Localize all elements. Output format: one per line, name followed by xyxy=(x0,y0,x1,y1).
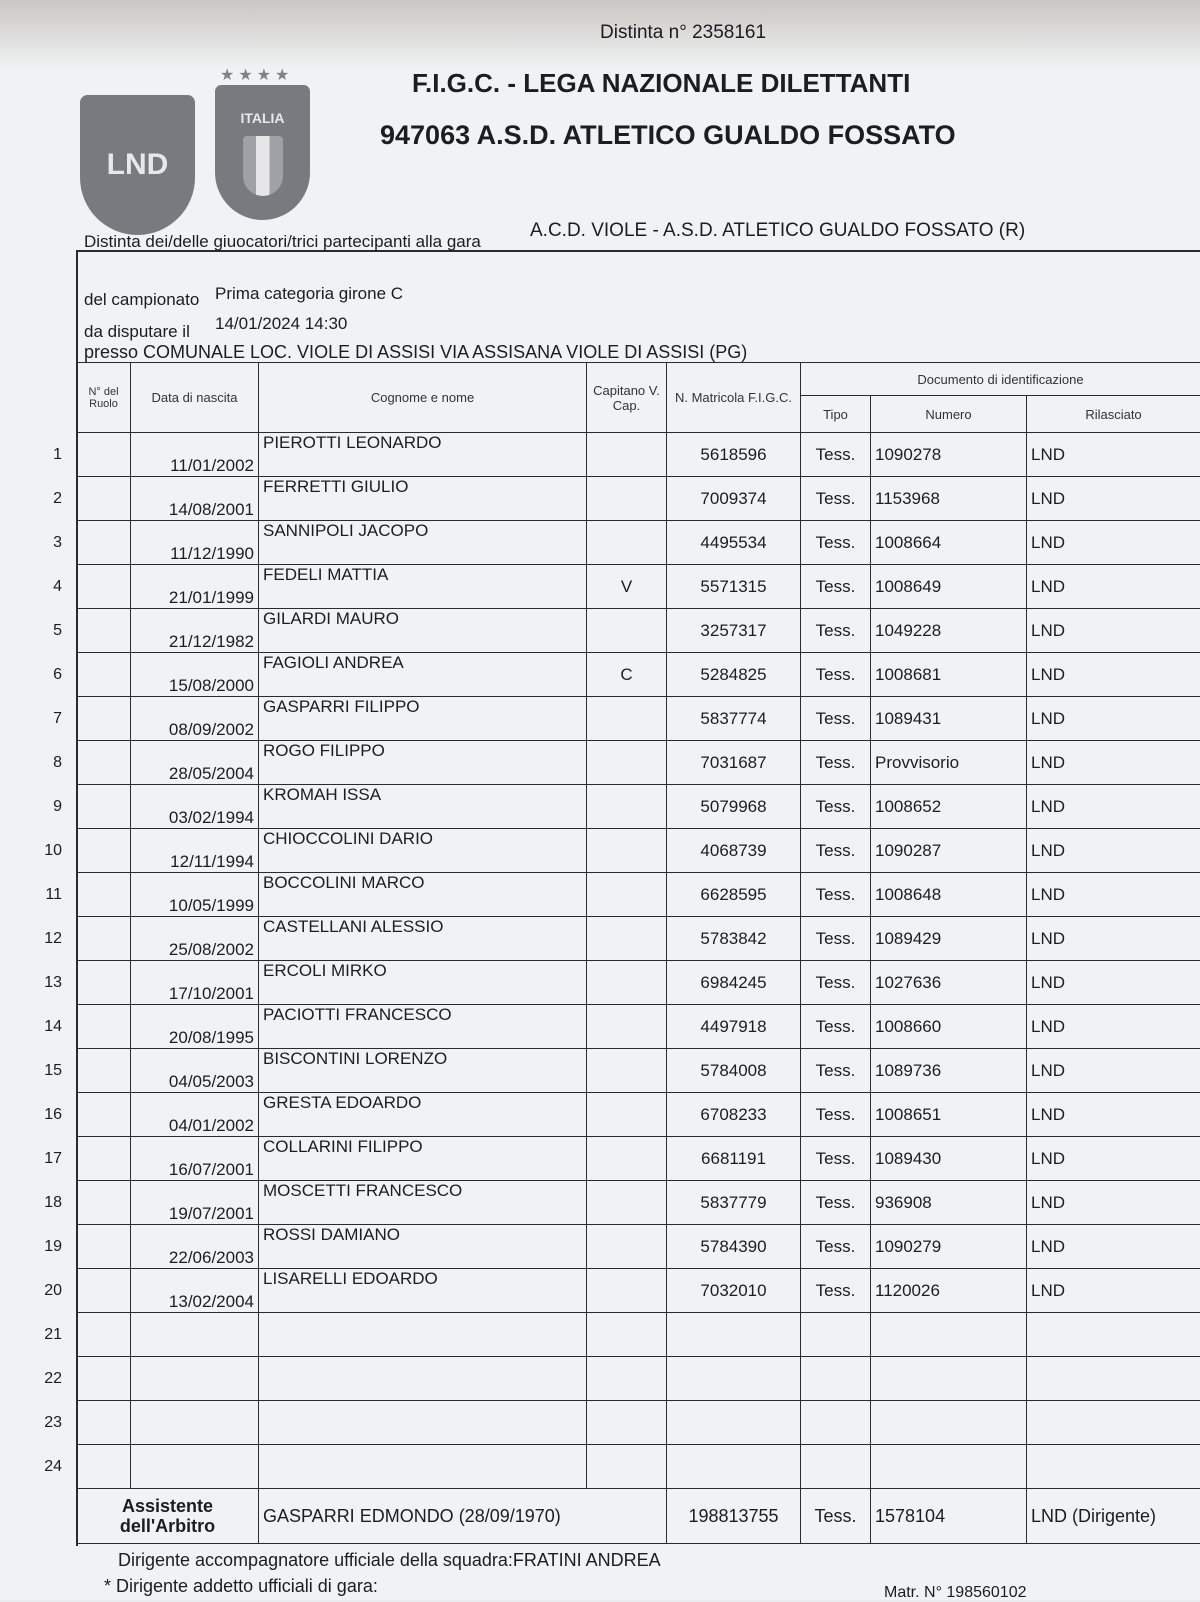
doc-issuer: LND xyxy=(1027,1181,1200,1225)
ruolo-cell xyxy=(77,1225,131,1269)
doc-type: Tess. xyxy=(801,477,871,521)
player-name: ROSSI DAMIANO xyxy=(259,1225,587,1269)
doc-type xyxy=(801,1313,871,1357)
venue: presso COMUNALE LOC. VIOLE DI ASSISI VIA ASSISANA VIOLE DI ASSISI (PG) xyxy=(84,342,747,363)
birth-date: 20/08/1995 xyxy=(131,1005,259,1049)
table-row xyxy=(77,565,1200,609)
doc-type: Tess. xyxy=(801,785,871,829)
captain-mark: C xyxy=(587,653,667,697)
italia-logo-text: ITALIA xyxy=(240,110,284,126)
doc-number xyxy=(871,1401,1027,1445)
row-number: 19 xyxy=(0,1238,62,1256)
matricola: 3257317 xyxy=(667,609,801,653)
row-number: 21 xyxy=(0,1326,62,1344)
captain-mark xyxy=(587,741,667,785)
doc-number: 1090278 xyxy=(871,433,1027,477)
doc-issuer: LND xyxy=(1027,653,1200,697)
captain-mark xyxy=(587,829,667,873)
doc-number: 1008649 xyxy=(871,565,1027,609)
col-tipo: Tipo xyxy=(801,396,871,433)
player-name: FERRETTI GIULIO xyxy=(259,477,587,521)
table-row xyxy=(77,1049,1200,1093)
row-number: 9 xyxy=(0,798,62,816)
player-name: BISCONTINI LORENZO xyxy=(259,1049,587,1093)
row-number: 13 xyxy=(0,974,62,992)
ruolo-cell xyxy=(77,1357,131,1401)
ruolo-cell xyxy=(77,521,131,565)
doc-number: 1008664 xyxy=(871,521,1027,565)
birth-date: 11/01/2002 xyxy=(131,433,259,477)
match-name: A.C.D. VIOLE - A.S.D. ATLETICO GUALDO FOSSATO (R) xyxy=(530,220,1025,242)
doc-type: Tess. xyxy=(801,1269,871,1313)
dirigente-addetto: * Dirigente addetto ufficiali di gara: xyxy=(104,1576,378,1597)
col-numero: Numero xyxy=(871,396,1027,433)
doc-number: 936908 xyxy=(871,1181,1027,1225)
row-number: 22 xyxy=(0,1370,62,1388)
row-number: 4 xyxy=(0,578,62,596)
doc-issuer: LND xyxy=(1027,1005,1200,1049)
row-number: 14 xyxy=(0,1018,62,1036)
player-name: GASPARRI FILIPPO xyxy=(259,697,587,741)
captain-mark xyxy=(587,477,667,521)
table-row xyxy=(77,961,1200,1005)
ruolo-cell xyxy=(77,565,131,609)
date-value: 14/01/2024 14:30 xyxy=(215,314,347,334)
captain-mark xyxy=(587,521,667,565)
row-number: 20 xyxy=(0,1282,62,1300)
doc-number: 1027636 xyxy=(871,961,1027,1005)
birth-date xyxy=(131,1313,259,1357)
doc-issuer: LND xyxy=(1027,697,1200,741)
doc-type: Tess. xyxy=(801,697,871,741)
captain-mark xyxy=(587,609,667,653)
doc-type xyxy=(801,1401,871,1445)
matricola xyxy=(667,1313,801,1357)
ruolo-cell xyxy=(77,697,131,741)
dirigente-accompagnatore: Dirigente accompagnatore ufficiale della squadra:FRATINI ANDREA xyxy=(118,1550,661,1571)
ruolo-cell xyxy=(77,785,131,829)
doc-type: Tess. xyxy=(801,917,871,961)
table-row xyxy=(77,609,1200,653)
row-number: 15 xyxy=(0,1062,62,1080)
table-row xyxy=(77,873,1200,917)
captain-mark xyxy=(587,961,667,1005)
captain-mark xyxy=(587,1401,667,1445)
doc-number: 1008681 xyxy=(871,653,1027,697)
birth-date xyxy=(131,1357,259,1401)
ruolo-cell xyxy=(77,609,131,653)
ruolo-cell xyxy=(77,1181,131,1225)
tricolor-icon xyxy=(243,136,283,196)
stars-icon: ★★★★ xyxy=(220,65,293,85)
birth-date: 03/02/1994 xyxy=(131,785,259,829)
doc-number: 1120026 xyxy=(871,1269,1027,1313)
team-title: 947063 A.S.D. ATLETICO GUALDO FOSSATO xyxy=(380,120,956,151)
matricola: 7009374 xyxy=(667,477,801,521)
captain-mark xyxy=(587,1357,667,1401)
captain-mark xyxy=(587,1225,667,1269)
doc-number: 1008651 xyxy=(871,1093,1027,1137)
birth-date: 13/02/2004 xyxy=(131,1269,259,1313)
matricola: 5618596 xyxy=(667,433,801,477)
row-number: 2 xyxy=(0,490,62,508)
ruolo-cell xyxy=(77,917,131,961)
doc-issuer: LND xyxy=(1027,1225,1200,1269)
doc-number: 1153968 xyxy=(871,477,1027,521)
doc-type: Tess. xyxy=(801,961,871,1005)
campionato-value: Prima categoria girone C xyxy=(215,284,403,304)
player-name: ROGO FILIPPO xyxy=(259,741,587,785)
lnd-logo xyxy=(80,95,195,235)
row-number: 11 xyxy=(0,886,62,904)
row-number: 10 xyxy=(0,842,62,860)
doc-number: 1008648 xyxy=(871,873,1027,917)
player-name: CHIOCCOLINI DARIO xyxy=(259,829,587,873)
captain-mark xyxy=(587,1137,667,1181)
doc-issuer: LND xyxy=(1027,829,1200,873)
table-row xyxy=(77,653,1200,697)
lega-title: F.I.G.C. - LEGA NAZIONALE DILETTANTI xyxy=(412,68,910,99)
doc-number: 1090287 xyxy=(871,829,1027,873)
table-row xyxy=(77,1401,1200,1445)
doc-type: Tess. xyxy=(801,829,871,873)
matricola: 6708233 xyxy=(667,1093,801,1137)
birth-date: 21/12/1982 xyxy=(131,609,259,653)
col-documento: Documento di identificazione xyxy=(801,363,1200,396)
captain-mark xyxy=(587,1093,667,1137)
date-label: da disputare il xyxy=(84,322,190,342)
row-number: 12 xyxy=(0,930,62,948)
doc-issuer: LND xyxy=(1027,1137,1200,1181)
table-row xyxy=(77,477,1200,521)
doc-issuer xyxy=(1027,1445,1200,1489)
matricola: 5284825 xyxy=(667,653,801,697)
doc-issuer: LND xyxy=(1027,1269,1200,1313)
doc-type: Tess. xyxy=(801,609,871,653)
player-name: ERCOLI MIRKO xyxy=(259,961,587,1005)
col-matricola: N. Matricola F.I.G.C. xyxy=(667,363,801,433)
ruolo-cell xyxy=(77,1093,131,1137)
footer-matricola: Matr. N° 198560102 xyxy=(884,1584,1027,1602)
table-row xyxy=(77,1005,1200,1049)
doc-number: 1089430 xyxy=(871,1137,1027,1181)
captain-mark xyxy=(587,697,667,741)
matricola xyxy=(667,1357,801,1401)
col-nascita: Data di nascita xyxy=(131,363,259,433)
doc-type: Tess. xyxy=(801,741,871,785)
doc-number xyxy=(871,1313,1027,1357)
assistente-name: GASPARRI EDMONDO (28/09/1970) xyxy=(259,1489,667,1544)
table-row xyxy=(77,1137,1200,1181)
birth-date: 04/05/2003 xyxy=(131,1049,259,1093)
player-name: LISARELLI EDOARDO xyxy=(259,1269,587,1313)
birth-date xyxy=(131,1445,259,1489)
ruolo-cell xyxy=(77,477,131,521)
captain-mark xyxy=(587,1049,667,1093)
gara-label: Distinta dei/delle giuocatori/trici partecipanti alla gara xyxy=(84,232,481,252)
player-name xyxy=(259,1313,587,1357)
matricola: 5784008 xyxy=(667,1049,801,1093)
matricola: 5784390 xyxy=(667,1225,801,1269)
doc-number: 1008660 xyxy=(871,1005,1027,1049)
player-name: FEDELI MATTIA xyxy=(259,565,587,609)
player-name: BOCCOLINI MARCO xyxy=(259,873,587,917)
player-name: PACIOTTI FRANCESCO xyxy=(259,1005,587,1049)
matricola: 5837779 xyxy=(667,1181,801,1225)
doc-issuer: LND xyxy=(1027,741,1200,785)
doc-type: Tess. xyxy=(801,1093,871,1137)
matricola: 4068739 xyxy=(667,829,801,873)
matricola: 5571315 xyxy=(667,565,801,609)
birth-date: 04/01/2002 xyxy=(131,1093,259,1137)
row-number: 8 xyxy=(0,754,62,772)
table-row xyxy=(77,1357,1200,1401)
assistente-matricola: 198813755 xyxy=(667,1489,801,1544)
birth-date: 11/12/1990 xyxy=(131,521,259,565)
table-row xyxy=(77,433,1200,477)
player-name: SANNIPOLI JACOPO xyxy=(259,521,587,565)
birth-date: 14/08/2001 xyxy=(131,477,259,521)
player-name: PIEROTTI LEONARDO xyxy=(259,433,587,477)
doc-number: 1008652 xyxy=(871,785,1027,829)
birth-date xyxy=(131,1401,259,1445)
doc-type: Tess. xyxy=(801,521,871,565)
ruolo-cell xyxy=(77,829,131,873)
captain-mark xyxy=(587,1269,667,1313)
birth-date: 25/08/2002 xyxy=(131,917,259,961)
row-number: 16 xyxy=(0,1106,62,1124)
matricola: 5079968 xyxy=(667,785,801,829)
table-row xyxy=(77,1445,1200,1489)
ruolo-cell xyxy=(77,1049,131,1093)
doc-number: 1089431 xyxy=(871,697,1027,741)
matricola: 6984245 xyxy=(667,961,801,1005)
distinta-number: Distinta n° 2358161 xyxy=(600,22,766,44)
col-nome: Cognome e nome xyxy=(259,363,587,433)
ruolo-cell xyxy=(77,1269,131,1313)
ruolo-cell xyxy=(77,1445,131,1489)
doc-issuer: LND xyxy=(1027,477,1200,521)
player-name xyxy=(259,1445,587,1489)
doc-type: Tess. xyxy=(801,873,871,917)
captain-mark xyxy=(587,917,667,961)
assistente-ruolo: (Dirigente) xyxy=(1072,1506,1156,1526)
doc-number xyxy=(871,1445,1027,1489)
doc-type xyxy=(801,1445,871,1489)
player-name: KROMAH ISSA xyxy=(259,785,587,829)
birth-date: 22/06/2003 xyxy=(131,1225,259,1269)
campionato-label: del campionato xyxy=(84,290,199,310)
row-number: 18 xyxy=(0,1194,62,1212)
ruolo-cell xyxy=(77,1137,131,1181)
table-row xyxy=(77,521,1200,565)
figc-italia-logo xyxy=(215,85,310,220)
doc-type xyxy=(801,1357,871,1401)
doc-issuer: LND xyxy=(1027,1093,1200,1137)
table-row xyxy=(77,1269,1200,1313)
birth-date: 08/09/2002 xyxy=(131,697,259,741)
player-name: GILARDI MAURO xyxy=(259,609,587,653)
matricola: 7031687 xyxy=(667,741,801,785)
col-rilasciato: Rilasciato xyxy=(1027,396,1200,433)
table-row xyxy=(77,697,1200,741)
table-row xyxy=(77,829,1200,873)
row-number: 17 xyxy=(0,1150,62,1168)
matricola: 6681191 xyxy=(667,1137,801,1181)
doc-type: Tess. xyxy=(801,565,871,609)
table-row xyxy=(77,1093,1200,1137)
birth-date: 15/08/2000 xyxy=(131,653,259,697)
doc-type: Tess. xyxy=(801,1225,871,1269)
doc-issuer: LND xyxy=(1027,917,1200,961)
matricola: 5837774 xyxy=(667,697,801,741)
birth-date: 19/07/2001 xyxy=(131,1181,259,1225)
table-row xyxy=(77,741,1200,785)
doc-number: 1049228 xyxy=(871,609,1027,653)
doc-number: 1090279 xyxy=(871,1225,1027,1269)
players-table-body xyxy=(77,433,1200,1489)
table-row xyxy=(77,917,1200,961)
doc-issuer: LND xyxy=(1027,433,1200,477)
birth-date: 17/10/2001 xyxy=(131,961,259,1005)
doc-issuer: LND xyxy=(1027,521,1200,565)
ruolo-cell xyxy=(77,1313,131,1357)
doc-issuer: LND xyxy=(1027,785,1200,829)
table-row xyxy=(77,1313,1200,1357)
player-name xyxy=(259,1401,587,1445)
doc-issuer xyxy=(1027,1401,1200,1445)
captain-mark xyxy=(587,1005,667,1049)
ruolo-cell xyxy=(77,1401,131,1445)
matricola: 5783842 xyxy=(667,917,801,961)
assistente-row xyxy=(77,1489,1200,1544)
doc-number xyxy=(871,1357,1027,1401)
doc-type: Tess. xyxy=(801,1137,871,1181)
doc-issuer xyxy=(1027,1313,1200,1357)
captain-mark xyxy=(587,873,667,917)
matricola: 6628595 xyxy=(667,873,801,917)
row-number: 5 xyxy=(0,622,62,640)
ruolo-cell xyxy=(77,1005,131,1049)
ruolo-cell xyxy=(77,873,131,917)
captain-mark xyxy=(587,1445,667,1489)
captain-mark: V xyxy=(587,565,667,609)
player-name: FAGIOLI ANDREA xyxy=(259,653,587,697)
doc-number: 1089429 xyxy=(871,917,1027,961)
table-row xyxy=(77,785,1200,829)
row-number: 24 xyxy=(0,1458,62,1476)
row-number: 3 xyxy=(0,534,62,552)
assistente-numero: 1578104 xyxy=(871,1489,1027,1544)
doc-type: Tess. xyxy=(801,1005,871,1049)
ruolo-cell xyxy=(77,433,131,477)
player-name: GRESTA EDOARDO xyxy=(259,1093,587,1137)
birth-date: 16/07/2001 xyxy=(131,1137,259,1181)
doc-issuer: LND xyxy=(1027,1049,1200,1093)
row-number: 23 xyxy=(0,1414,62,1432)
captain-mark xyxy=(587,433,667,477)
doc-issuer xyxy=(1027,1357,1200,1401)
col-capitano: Capitano V. Cap. xyxy=(587,363,667,433)
doc-number: 1089736 xyxy=(871,1049,1027,1093)
assistente-tipo: Tess. xyxy=(801,1489,871,1544)
birth-date: 10/05/1999 xyxy=(131,873,259,917)
doc-issuer: LND xyxy=(1027,873,1200,917)
row-number: 1 xyxy=(0,446,62,464)
birth-date: 28/05/2004 xyxy=(131,741,259,785)
doc-issuer: LND xyxy=(1027,565,1200,609)
doc-type: Tess. xyxy=(801,1049,871,1093)
matricola xyxy=(667,1445,801,1489)
captain-mark xyxy=(587,785,667,829)
assistente-label: Assistente dell'Arbitro xyxy=(77,1489,259,1544)
matricola: 4495534 xyxy=(667,521,801,565)
assistente-rilasciato xyxy=(1027,1489,1200,1544)
doc-type: Tess. xyxy=(801,1181,871,1225)
logos xyxy=(80,65,320,235)
player-name: CASTELLANI ALESSIO xyxy=(259,917,587,961)
matricola: 7032010 xyxy=(667,1269,801,1313)
ruolo-cell xyxy=(77,741,131,785)
captain-mark xyxy=(587,1181,667,1225)
captain-mark xyxy=(587,1313,667,1357)
player-name xyxy=(259,1357,587,1401)
player-name: COLLARINI FILIPPO xyxy=(259,1137,587,1181)
doc-issuer: LND xyxy=(1027,609,1200,653)
doc-number: Provvisorio xyxy=(871,741,1027,785)
matricola: 4497918 xyxy=(667,1005,801,1049)
col-ruolo: N° del Ruolo xyxy=(77,363,131,433)
table-row xyxy=(77,1225,1200,1269)
birth-date: 12/11/1994 xyxy=(131,829,259,873)
row-number: 6 xyxy=(0,666,62,684)
doc-type: Tess. xyxy=(801,433,871,477)
doc-issuer: LND xyxy=(1027,961,1200,1005)
row-number: 7 xyxy=(0,710,62,728)
ruolo-cell xyxy=(77,653,131,697)
lnd-logo-text: LND xyxy=(107,148,169,182)
players-table xyxy=(76,362,1200,1544)
ruolo-cell xyxy=(77,961,131,1005)
table-row xyxy=(77,1181,1200,1225)
doc-type: Tess. xyxy=(801,653,871,697)
player-name: MOSCETTI FRANCESCO xyxy=(259,1181,587,1225)
assistente-ril-value: LND xyxy=(1031,1506,1067,1526)
birth-date: 21/01/1999 xyxy=(131,565,259,609)
matricola xyxy=(667,1401,801,1445)
